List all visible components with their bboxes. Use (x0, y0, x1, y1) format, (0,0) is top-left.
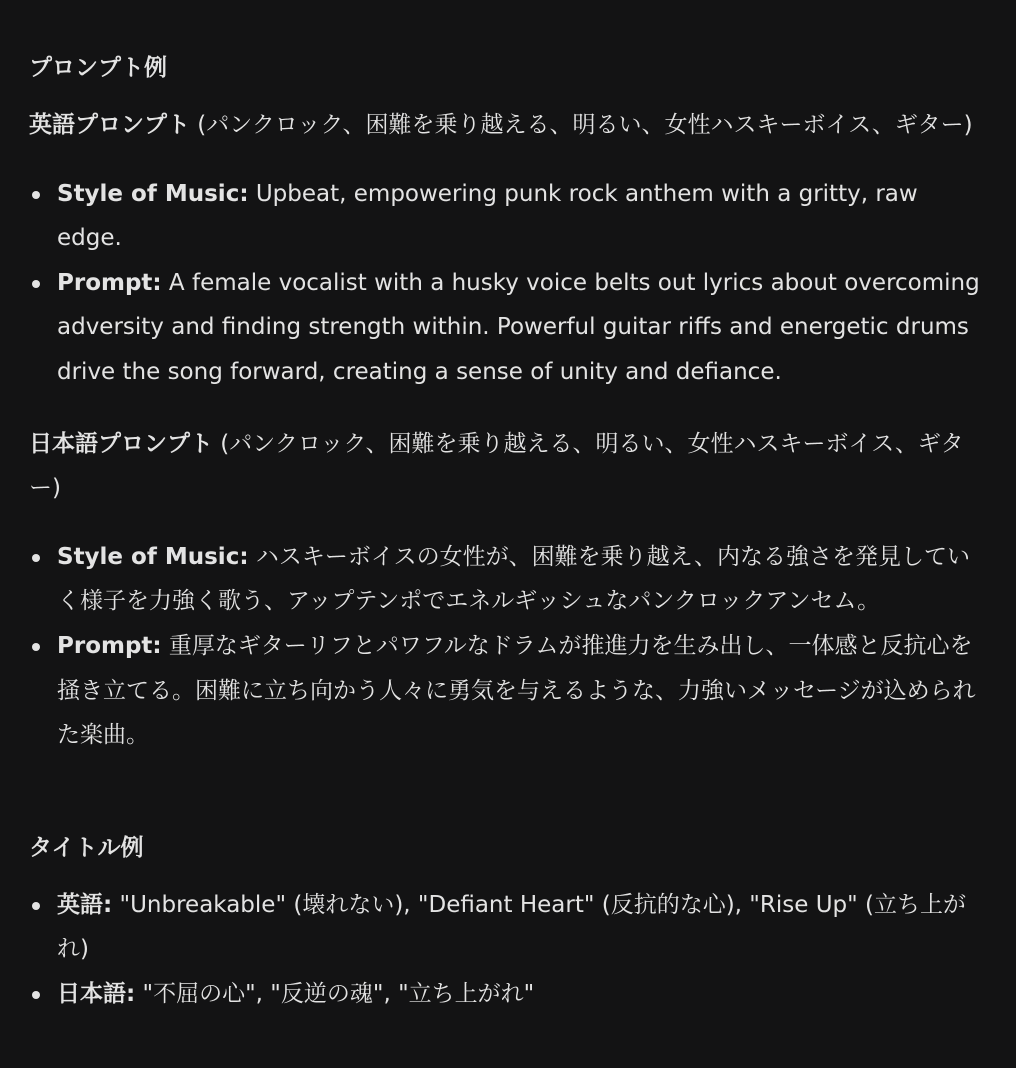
bullet-icon (32, 554, 40, 562)
japanese-prompt-title: 日本語プロンプト (29, 430, 213, 457)
item-label: Style of Music: (57, 180, 249, 207)
item-text: 重厚なギターリフとパワフルなドラムが推進力を生み出し、一体感と反抗心を掻き立てる。困難に立ち向かう人々に勇気を与えるような、力強いメッセージが込められた楽曲。 (57, 632, 976, 749)
list-item (29, 172, 987, 261)
bullet-icon (32, 991, 40, 999)
english-prompt-title: 英語プロンプト (29, 112, 190, 138)
bullet-icon (32, 902, 40, 910)
list-item (29, 972, 987, 1017)
english-prompt-note: (パンクロック、困難を乗り越える、明るい、女性ハスキーボイス、ギター) (190, 112, 973, 138)
item-text: A female vocalist with a husky voice belts out lyrics about overcoming adversity and finding strength within. Powerful guitar riffs and energetic drums drive the song forward, creating a sense of unity and defiance. (57, 269, 980, 385)
item-label: Prompt: (57, 632, 162, 659)
item-label: 日本語: (57, 980, 136, 1007)
list-item (29, 261, 987, 395)
list-item (29, 535, 987, 624)
japanese-prompt-intro (29, 422, 987, 511)
item-text: "不屈の心", "反逆の魂", "立ち上がれ" (135, 980, 535, 1007)
title-examples-list (29, 883, 987, 1017)
english-prompt-list (29, 172, 987, 395)
item-text: "Unbreakable" (壊れない), "Defiant Heart" (反抗的な心), "Rise Up" (立ち上がれ) (57, 891, 966, 963)
japanese-prompt-list (29, 535, 987, 758)
english-prompt-intro (29, 103, 987, 148)
list-item (29, 624, 987, 758)
item-label: 英語: (57, 891, 113, 918)
bullet-icon (32, 280, 40, 288)
prompt-examples-heading: プロンプト例 (29, 55, 167, 81)
item-text: Upbeat, empowering punk rock anthem with a gritty, raw edge. (57, 180, 918, 252)
list-item (29, 883, 987, 972)
item-text: ハスキーボイスの女性が、困難を乗り越え、内なる強さを発見していく様子を力強く歌う、アップテンポでエネルギッシュなパンクロックアンセム。 (57, 543, 970, 615)
title-examples-heading: タイトル例 (29, 834, 144, 861)
bullet-icon (32, 643, 40, 651)
japanese-prompt-note: (パンクロック、困難を乗り越える、明るい、女性ハスキーボイス、ギター) (29, 430, 964, 502)
item-label: Style of Music: (57, 543, 249, 570)
item-label: Prompt: (57, 269, 162, 296)
bullet-icon (32, 191, 40, 199)
